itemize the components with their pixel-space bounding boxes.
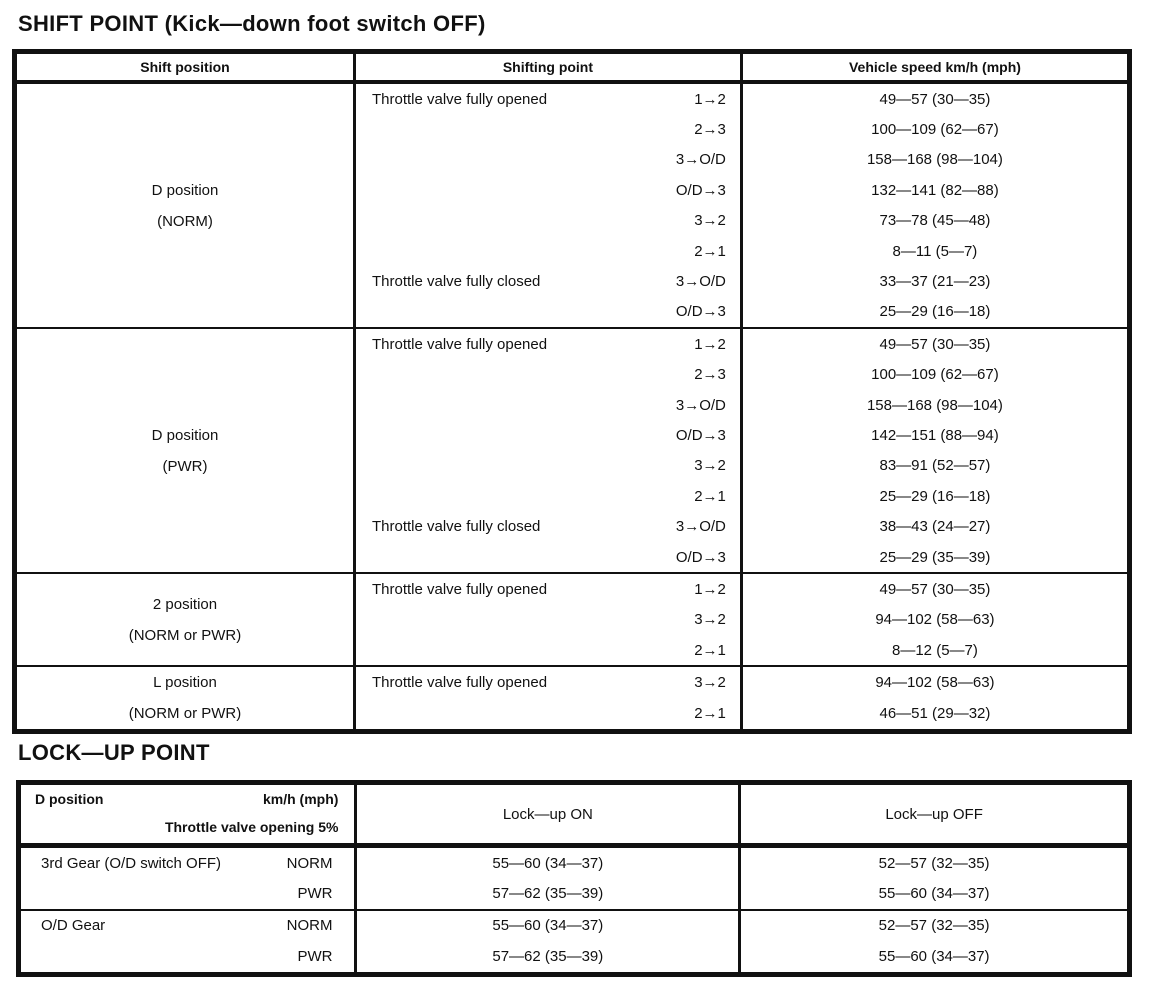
lockup-condition-header	[19, 783, 356, 846]
shift-position-line: L position	[153, 674, 217, 692]
speed-cell: 38—43 (24—27)	[879, 518, 991, 536]
mode-label: NORM	[286, 854, 333, 872]
lockup-row	[19, 878, 1130, 909]
shift-row	[15, 328, 1130, 359]
mode-label: PWR	[297, 947, 333, 965]
gear-mode-cell	[19, 941, 356, 974]
throttle-condition-cell	[354, 451, 653, 481]
throttle-condition-cell: Throttle valve fully opened	[354, 666, 653, 698]
lockup-off-header: Lock—up OFF	[740, 783, 1130, 846]
throttle-condition-cell	[354, 360, 653, 390]
speed-cell: 100—109 (62—67)	[871, 366, 999, 384]
lockup-on-cell: 57—62 (35—39)	[356, 941, 740, 974]
throttle-condition-cell	[354, 420, 653, 450]
shift-cell: 1→2	[654, 82, 742, 114]
lockup-off-cell: 55—60 (34—37)	[878, 947, 990, 965]
throttle-condition-cell	[354, 145, 653, 175]
shift-row	[15, 82, 1130, 114]
throttle-condition-cell	[354, 297, 653, 328]
shift-cell: 1→2	[654, 328, 742, 359]
shift-cell: 3→2	[654, 666, 742, 698]
shift-cell: 2→3	[654, 114, 742, 144]
shift-cell: O/D→3	[654, 175, 742, 205]
speed-cell: 100—109 (62—67)	[871, 121, 999, 139]
shift-cell: 3→O/D	[654, 266, 742, 296]
shift-cell: 2→3	[654, 360, 742, 390]
shift-point-table	[12, 49, 1132, 734]
gear-mode-cell	[19, 878, 356, 909]
gear-mode-cell	[19, 846, 356, 879]
shift-position-cell	[15, 573, 355, 666]
lockup-table-body	[19, 846, 1130, 975]
shift-position-line: D position	[151, 181, 219, 199]
d-position-label: D position	[35, 791, 104, 807]
shift-position-cell	[15, 82, 355, 328]
throttle-condition-cell	[354, 481, 653, 511]
lockup-on-cell: 55—60 (34—37)	[356, 846, 740, 879]
speed-cell: 49—57 (30—35)	[741, 573, 1129, 604]
lockup-row	[19, 910, 1130, 941]
throttle-condition-cell	[354, 635, 653, 666]
lockup-point-title: LOCK—UP POINT	[18, 740, 210, 765]
shift-cell: 2→1	[654, 635, 742, 666]
units-label: km/h (mph)	[262, 791, 339, 807]
shift-position-line: (NORM or PWR)	[128, 705, 242, 723]
throttle-condition-cell	[354, 605, 653, 635]
shift-header-row	[15, 52, 1130, 83]
gear-mode-cell	[19, 910, 356, 941]
shift-cell: 3→O/D	[654, 511, 742, 541]
shift-cell: O/D→3	[654, 542, 742, 573]
throttle-condition-cell: Throttle valve fully opened	[354, 328, 653, 359]
throttle-condition-cell	[354, 236, 653, 266]
throttle-condition-cell	[354, 175, 653, 205]
mode-label: NORM	[286, 917, 333, 935]
shift-cell: 3→2	[654, 451, 742, 481]
lockup-off-cell: 52—57 (32—35)	[740, 910, 1130, 941]
speed-cell: 33—37 (21—23)	[879, 273, 991, 291]
throttle-condition-cell	[354, 114, 653, 144]
speed-cell: 49—57 (30—35)	[879, 90, 991, 108]
shift-cell: 3→O/D	[654, 145, 742, 175]
shift-row	[15, 573, 1130, 604]
shift-cell: 2→1	[654, 698, 742, 732]
shift-position-line: 2 position	[152, 595, 218, 613]
speed-cell: 8—11 (5—7)	[892, 242, 978, 260]
shift-cell: O/D→3	[654, 297, 742, 328]
shift-point-title: SHIFT POINT (Kick—down foot switch OFF)	[18, 11, 486, 36]
speed-cell: 158—168 (98—104)	[866, 396, 1003, 414]
shift-position-line: (PWR)	[162, 457, 208, 475]
speed-cell: 8—12 (5—7)	[892, 641, 978, 659]
throttle-condition-cell: Throttle valve fully closed	[371, 518, 541, 536]
speed-cell: 73—78 (45—48)	[879, 212, 991, 230]
throttle-condition-cell	[354, 206, 653, 236]
lockup-header-row	[19, 783, 1130, 846]
shift-cell: 3→2	[654, 206, 742, 236]
shift-position-line: D position	[151, 426, 219, 444]
lockup-on-header: Lock—up ON	[356, 783, 740, 846]
speed-cell: 49—57 (30—35)	[741, 328, 1129, 359]
shift-table-body	[15, 82, 1130, 732]
speed-cell: 25—29 (16—18)	[879, 487, 991, 505]
lockup-point-table	[16, 780, 1132, 977]
throttle-condition-cell	[354, 698, 653, 732]
lockup-off-cell: 55—60 (34—37)	[878, 885, 990, 903]
lockup-off-cell: 52—57 (32—35)	[878, 854, 990, 872]
speed-cell: 132—141 (82—88)	[871, 181, 999, 199]
throttle-condition-cell: Throttle valve fully opened	[371, 90, 548, 108]
throttle-condition-cell: Throttle valve fully closed	[371, 273, 541, 291]
shift-cell: 1→2	[654, 573, 742, 604]
throttle-condition-cell: Throttle valve fully opened	[354, 573, 653, 604]
vehicle-speed-header: Vehicle speed km/h (mph)	[741, 52, 1129, 83]
shift-cell: 3→2	[654, 605, 742, 635]
lockup-on-cell: 57—62 (35—39)	[356, 878, 740, 909]
shift-cell: 2→1	[654, 236, 742, 266]
shift-position-line: (NORM or PWR)	[128, 626, 242, 644]
shift-row	[15, 666, 1130, 698]
throttle-condition-cell	[354, 390, 653, 420]
gear-label: O/D Gear	[41, 917, 106, 935]
speed-cell: 25—29 (35—39)	[879, 548, 991, 566]
speed-cell: 46—51 (29—32)	[879, 705, 991, 723]
lockup-on-cell: 55—60 (34—37)	[356, 910, 740, 941]
speed-cell: 83—91 (52—57)	[879, 457, 991, 475]
lockup-row	[19, 846, 1130, 879]
speed-cell: 94—102 (58—63)	[741, 666, 1129, 698]
mode-label: PWR	[297, 885, 333, 903]
speed-cell: 25—29 (16—18)	[879, 303, 991, 321]
speed-cell: 142—151 (88—94)	[871, 426, 999, 444]
shift-position-line: (NORM)	[157, 212, 213, 230]
shifting-point-header: Shifting point	[354, 52, 741, 83]
speed-cell: 94—102 (58—63)	[875, 611, 995, 629]
gear-label: 3rd Gear (O/D switch OFF)	[41, 854, 222, 872]
shift-cell: 3→O/D	[654, 390, 742, 420]
shift-position-cell	[15, 328, 355, 573]
lockup-row	[19, 941, 1130, 974]
shift-cell: 2→1	[654, 481, 742, 511]
shift-cell: O/D→3	[654, 420, 742, 450]
speed-cell: 158—168 (98—104)	[866, 151, 1003, 169]
throttle-condition-cell	[354, 542, 653, 573]
throttle-opening-label: Throttle valve opening 5%	[164, 819, 339, 835]
shift-position-header: Shift position	[15, 52, 355, 83]
shift-position-cell	[15, 666, 355, 732]
